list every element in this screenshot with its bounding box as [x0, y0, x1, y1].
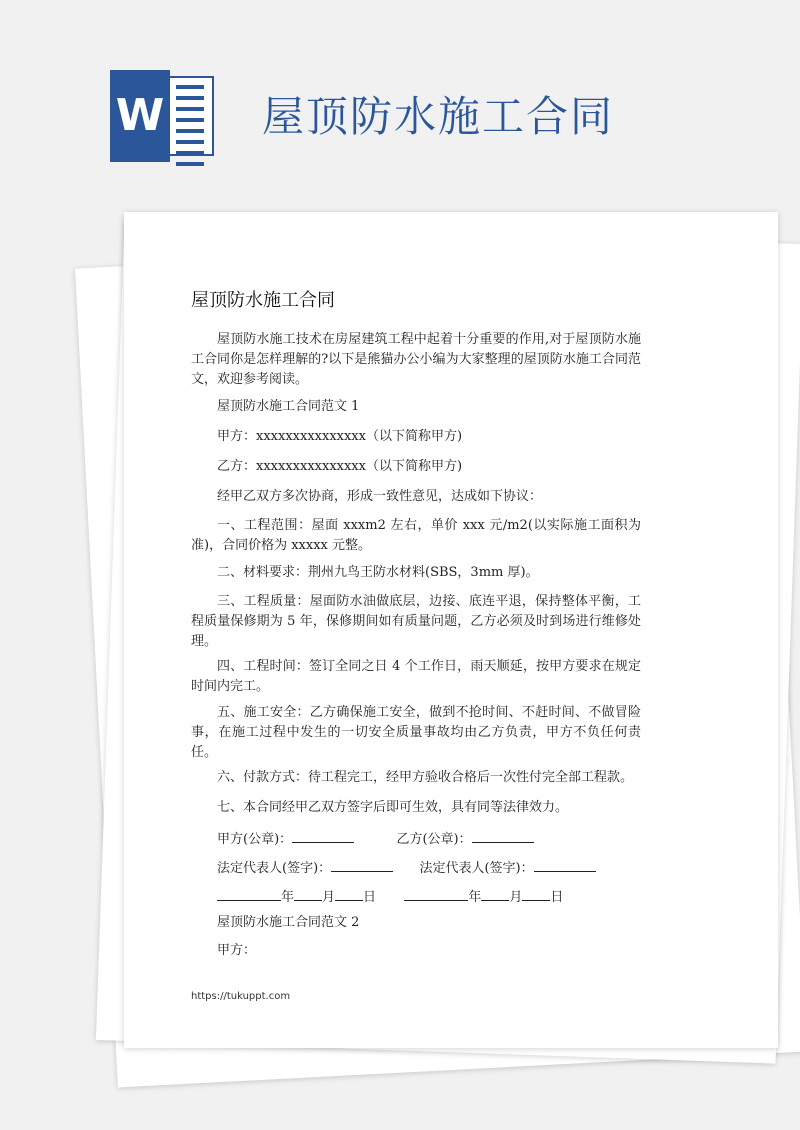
date-day-label: 日: [550, 890, 564, 905]
party-a-rep-blank[interactable]: [331, 857, 393, 872]
party-b-rep-label: 法定代表人(签字)：: [419, 861, 534, 876]
word-document-icon: [110, 70, 216, 162]
sample1-heading: 屋顶防水施工合同范文 1: [217, 399, 360, 414]
date-year-label: 年: [468, 890, 482, 905]
date-month-label: 月: [322, 890, 336, 905]
document-title: 屋顶防水施工合同: [191, 290, 335, 311]
party-a-line: 甲方：xxxxxxxxxxxxxxx（以下简称甲方): [217, 429, 463, 444]
party-b-rep-blank[interactable]: [534, 857, 596, 872]
date-day-label: 日: [363, 890, 377, 905]
party-a2-line: 甲方：: [217, 943, 257, 958]
clause-1: 一、工程范围：屋面 xxxm2 左右，单价 xxx 元/m2(以实际施工面积为准)，合同价格为 xxxxx 元整。: [191, 518, 641, 553]
date-line: [217, 886, 563, 908]
party-a-seal-label: 甲方(公章)：: [217, 832, 293, 847]
date-day-blank[interactable]: [522, 886, 550, 901]
party-b-seal-blank[interactable]: [472, 828, 534, 843]
representative-line: [217, 857, 596, 879]
agreement-line: 经甲乙双方多次协商，形成一致性意见，达成如下协议：: [217, 489, 543, 504]
party-b-seal-label: 乙方(公章)：: [396, 832, 472, 847]
date-year-blank[interactable]: [217, 886, 281, 901]
date-month-blank[interactable]: [481, 886, 509, 901]
date-year-label: 年: [281, 890, 295, 905]
clause-7: 七、本合同经甲乙双方签字后即可生效，具有同等法律效力。: [217, 800, 569, 815]
party-a-rep-label: 法定代表人(签字)：: [217, 861, 332, 876]
intro-paragraph: 屋顶防水施工技术在房屋建筑工程中起着十分重要的作用,对于屋顶防水施工合同你是怎样理解的?以下是熊猫办公小编为大家整理的屋顶防水施工合同范文，欢迎参考阅读。: [191, 332, 641, 387]
seal-line: [217, 828, 534, 850]
party-b-line: 乙方：xxxxxxxxxxxxxxx（以下简称甲方): [217, 459, 463, 474]
date-year-blank[interactable]: [404, 886, 468, 901]
date-month-blank[interactable]: [294, 886, 322, 901]
page-title: 屋顶防水施工合同: [262, 92, 615, 141]
word-badge: W: [110, 70, 170, 162]
date-month-label: 月: [509, 890, 523, 905]
clause-5: 五、施工安全：乙方确保施工安全，做到不抢时间、不赶时间、不做冒险事，在施工过程中发生的一切安全质量事故均由乙方负责，甲方不负任何责任。: [191, 705, 641, 760]
clause-3: 三、工程质量：屋面防水油做底层，边接、底连平退，保持整体平衡，工程质量保修期为 5 年，保修期间如有质量问题，乙方必须及时到场进行维修处理。: [191, 594, 641, 649]
clause-2: 二、材料要求：荆州九鸟王防水材料(SBS，3mm 厚)。: [217, 565, 539, 580]
clause-6: 六、付款方式：待工程完工，经甲方验收合格后一次性付完全部工程款。: [217, 770, 634, 785]
date-day-blank[interactable]: [335, 886, 363, 901]
footer-url[interactable]: https://tukuppt.com: [191, 991, 291, 1002]
clause-4: 四、工程时间：签订全同之日 4 个工作日，雨天顺延，按甲方要求在规定时间内完工。: [191, 659, 641, 694]
sample2-heading: 屋顶防水施工合同范文 2: [217, 915, 360, 930]
party-a-seal-blank[interactable]: [292, 828, 354, 843]
